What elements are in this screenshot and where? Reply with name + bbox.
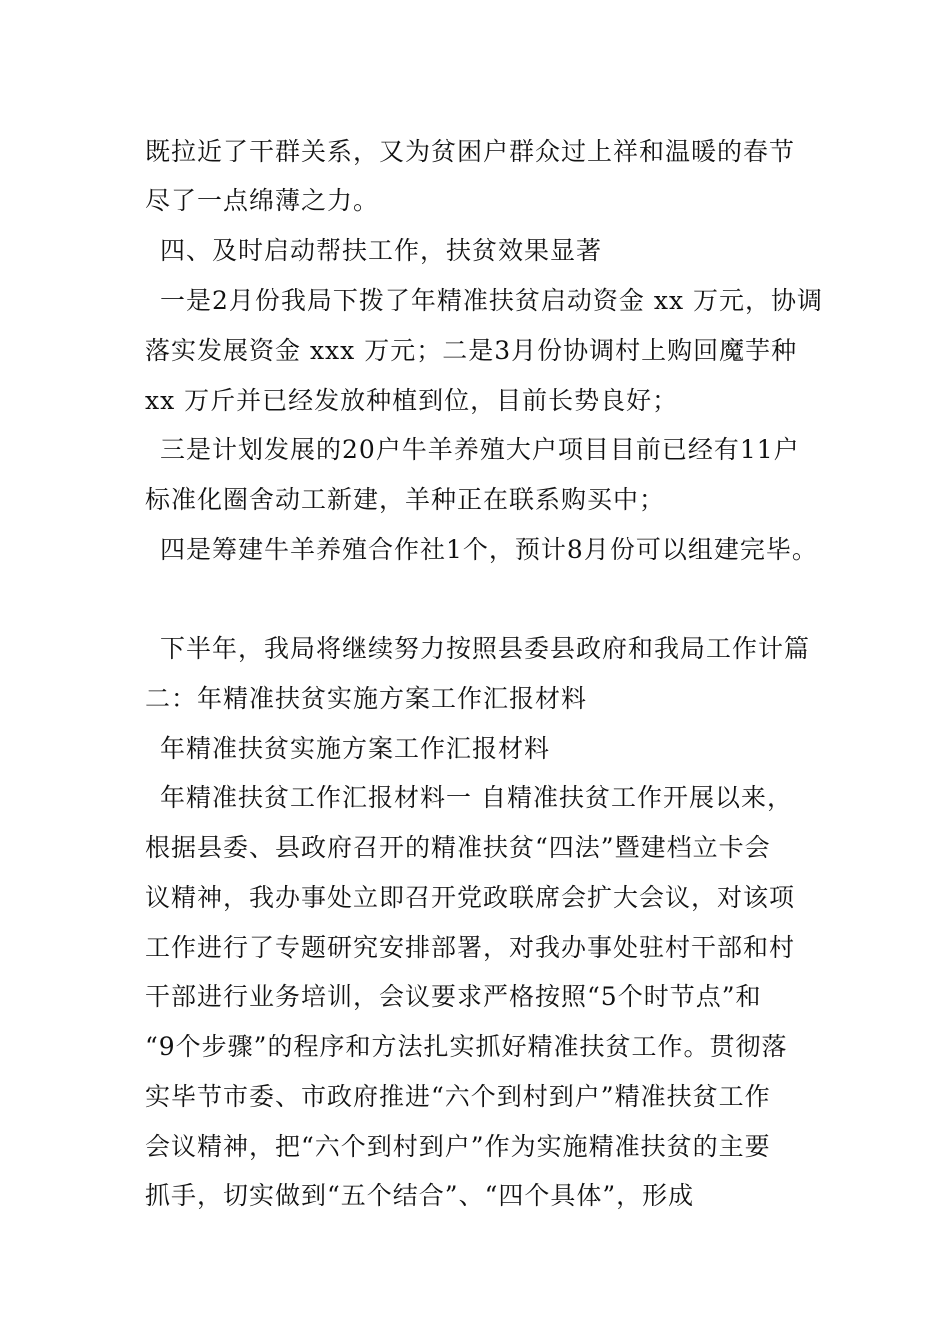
text-line-8: 标准化圈舍动工新建，羊种正在联系购买中； (145, 485, 666, 514)
text-line-5: 落实发展资金 xxx 万元；二是3月份协调村上购回魔芋种 (145, 336, 798, 365)
text-line-21: 抓手，切实做到“五个结合”、“四个具体”，形成 (145, 1181, 695, 1210)
text-line-17: 干部进行业务培训，会议要求严格按照“5个时节点”和 (145, 982, 762, 1011)
text-line-10: 下半年，我局将继续努力按照县委县政府和我局工作计篇 (160, 634, 811, 663)
text-line-1: 既拉近了干群关系，又为贫困户群众过上祥和温暖的春节 (145, 137, 796, 166)
text-line-9: 四是筹建牛羊养殖合作社1个，预计8月份可以组建完毕。 (160, 535, 818, 564)
text-line-2: 尽了一点绵薄之力。 (145, 186, 380, 215)
text-line-7: 三是计划发展的20户牛羊养殖大户项目目前已经有11户 (160, 435, 800, 464)
text-line-20: 会议精神，把“六个到村到户”作为实施精准扶贫的主要 (145, 1132, 771, 1161)
text-line-15: 议精神，我办事处立即召开党政联席会扩大会议，对该项 (145, 883, 796, 912)
text-line-16: 工作进行了专题研究安排部署，对我办事处驻村干部和村 (145, 933, 796, 962)
section-heading: 四、及时启动帮扶工作，扶贫效果显著 (160, 236, 603, 265)
text-line-13: 年精准扶贫工作汇报材料一 自精准扶贫工作开展以来， (160, 783, 793, 812)
text-line-11: 二：年精准扶贫实施方案工作汇报材料 (145, 684, 588, 713)
text-line-18: “9个步骤”的程序和方法扎实抓好精准扶贫工作。贯彻落 (145, 1032, 788, 1061)
text-line-4: 一是2月份我局下拨了年精准扶贫启动资金 xx 万元，协调 (160, 286, 823, 315)
text-line-6: xx 万斤并已经发放种植到位，目前长势良好； (145, 386, 679, 415)
text-line-12: 年精准扶贫实施方案工作汇报材料 (160, 734, 551, 763)
text-line-14: 根据县委、县政府召开的精准扶贫“四法”暨建档立卡会 (145, 833, 771, 862)
text-line-19: 实毕节市委、市政府推进“六个到村到户”精准扶贫工作 (145, 1082, 771, 1111)
